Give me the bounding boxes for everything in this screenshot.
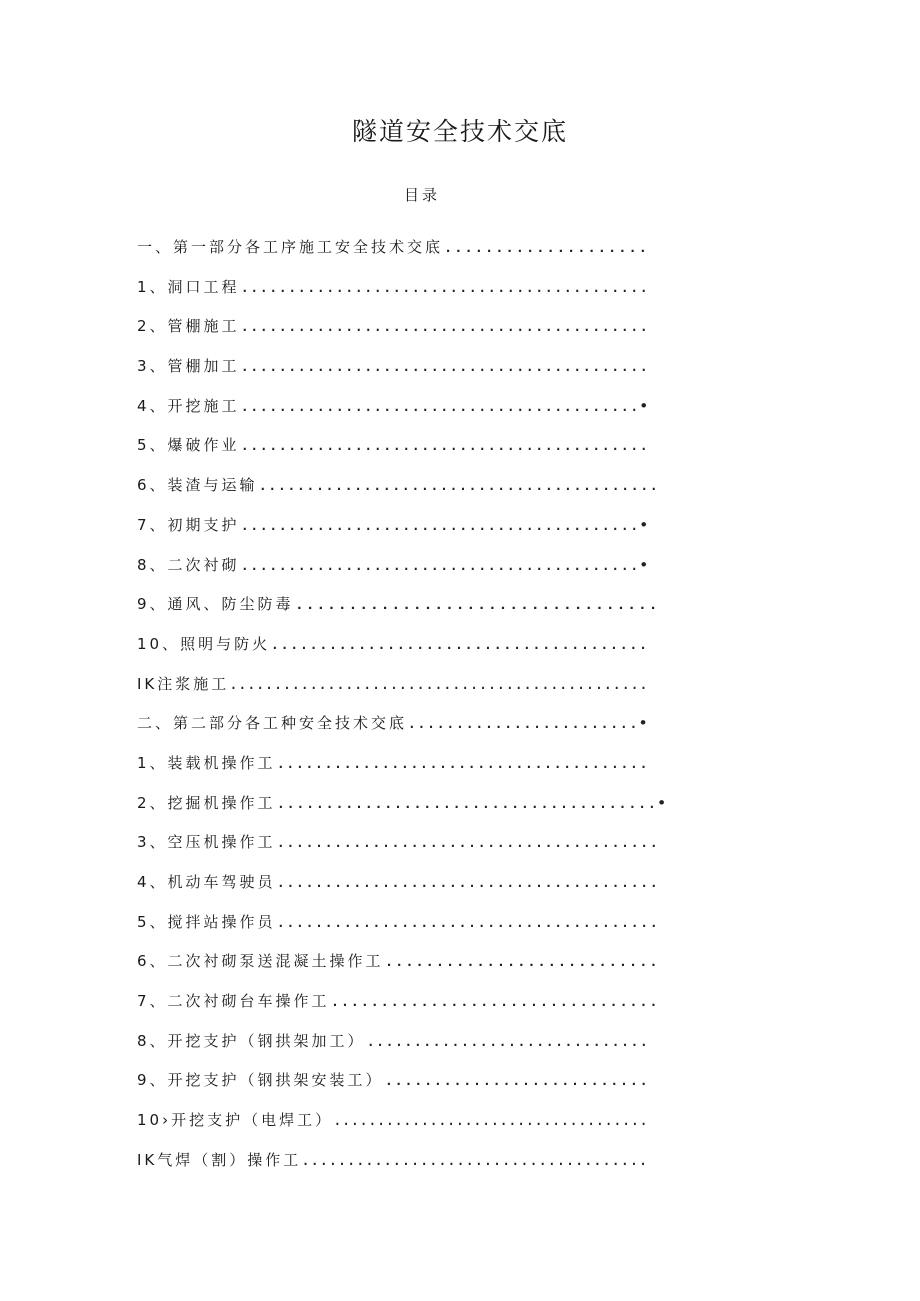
toc-leader-dots: ........................... [383,952,659,971]
toc-entry-label: 5、爆破作业 [137,436,240,455]
toc-entry-label: 2、管棚施工 [137,317,240,336]
toc-heading: 目录 [403,186,440,204]
toc-entry[interactable] [137,629,658,669]
toc-entry[interactable] [137,788,667,828]
toc-leader-dots: ........................................ [275,833,659,852]
toc-entry-label: 3、空压机操作工 [137,833,276,852]
toc-leader-dots: ..........................................• [239,396,649,415]
toc-leader-dots: ........................• [407,714,648,733]
toc-entry[interactable] [137,827,658,867]
toc-entry[interactable] [137,1065,658,1105]
toc-entry[interactable] [137,946,658,986]
toc-leader-dots: ........................................... [239,317,649,336]
toc-entry-label: IK气焊（割）操作工 [137,1150,302,1169]
toc-leader-dots: ..........................................• [239,515,649,534]
toc-entry-label: IK注浆施工 [137,674,230,693]
document-title: 隧道安全技术交底 [351,117,568,146]
toc-entry[interactable] [137,1105,658,1145]
toc-entry-label: 3、管棚加工 [137,357,240,376]
toc-entry-label: 6、二次衬砌泵送混凝土操作工 [137,952,384,971]
toc-leader-dots: .............................. [365,1031,649,1050]
toc-entry-label: 4、开挖施工 [137,396,240,415]
toc-entry-label: 1、装载机操作工 [137,753,276,772]
toc-entry[interactable] [137,986,658,1026]
toc-entry[interactable] [137,708,658,748]
toc-entry[interactable] [137,311,658,351]
toc-entry-label: 2、挖掘机操作工 [137,793,276,812]
toc-leader-dots: ............................................... [229,674,649,693]
toc-entry[interactable] [137,748,658,788]
toc-leader-dots: .................... [443,238,649,256]
toc-entry-label: 1、洞口工程 [137,277,240,296]
toc-leader-dots: .................................... [333,1111,649,1130]
toc-leader-dots: ........................................... [239,436,649,455]
toc-leader-dots: ...................................... [301,1150,648,1169]
toc-entry-label: 7、二次衬砌台车操作工 [137,992,330,1011]
toc-leader-dots: .......................................• [275,793,667,812]
toc-entry-label: 8、二次衬砌 [137,555,240,574]
toc-entry-label: 6、装渣与运输 [137,476,258,495]
toc-leader-dots: ..........................................• [239,555,649,574]
toc-entry[interactable] [137,391,658,431]
toc-leader-dots: ........................................... [239,277,649,296]
toc-entry[interactable] [137,867,658,907]
table-of-contents [137,232,667,1185]
toc-entry[interactable] [137,272,658,312]
toc-entry[interactable] [137,1145,658,1185]
toc-entry-label: 10›开挖支护（电焊工） [137,1111,334,1130]
toc-entry[interactable] [137,430,658,470]
toc-leader-dots: .................................. [293,595,659,614]
toc-entry-label: 一、第一部分各工序施工安全技术交底 [137,238,444,256]
toc-entry[interactable] [137,232,658,272]
toc-entry-label: 5、搅拌站操作员 [137,912,276,931]
toc-entry-label: 4、机动车驾驶员 [137,873,276,891]
toc-entry[interactable] [137,510,658,550]
toc-entry[interactable] [137,351,658,391]
toc-entry[interactable] [137,550,658,590]
toc-entry-label: 9、开挖支护（钢拱架安装工） [137,1071,384,1090]
toc-entry[interactable] [137,589,658,629]
toc-leader-dots: ....................................... [275,753,648,772]
toc-entry-label: 二、第二部分各工种安全技术交底 [137,714,408,733]
toc-entry-label: 10、照明与防火 [137,634,271,653]
toc-leader-dots: ....................................... [270,634,649,653]
toc-entry-label: 9、通风、防尘防毒 [137,595,294,614]
toc-entry[interactable] [137,470,658,510]
toc-entry-label: 7、初期支护 [137,515,240,534]
toc-leader-dots: .......................................... [257,476,659,495]
toc-entry[interactable] [137,907,658,947]
toc-leader-dots: ........................... [383,1071,649,1090]
toc-entry-label: 8、开挖支护（钢拱架加工） [137,1031,366,1050]
toc-leader-dots: ........................................ [275,912,659,931]
toc-leader-dots: ........................................... [239,357,649,376]
toc-leader-dots: ........................................ [275,873,659,891]
toc-entry[interactable] [137,669,658,709]
toc-entry[interactable] [137,1026,658,1066]
toc-leader-dots: ................................. [329,992,658,1011]
